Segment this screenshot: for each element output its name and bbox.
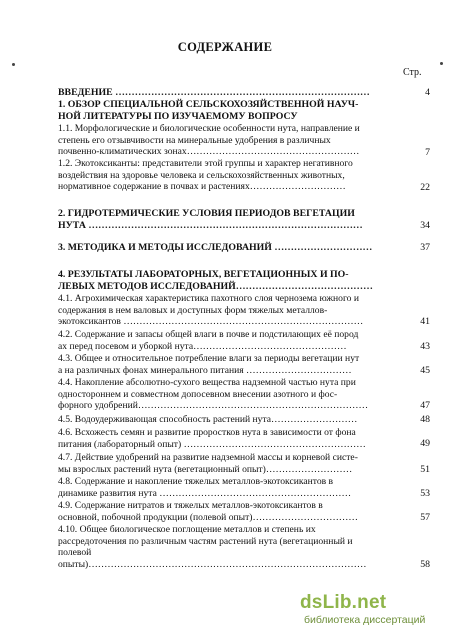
toc-page-number: 41 [420, 316, 430, 327]
toc-page-number: 57 [420, 512, 430, 523]
toc-entry-section-1: 1. ОБЗОР СПЕЦИАЛЬНОЙ СЕЛЬСКОХОЗЯЙСТВЕННОЙ НАУЧ- НОЙ ЛИТЕРАТУРЫ ПО ИЗУЧАЕМОМУ ВОПРОСУ [58, 99, 359, 122]
toc-entry-4-4: 4.4. Накопление абсолютно-сухого вещества надземной частью нута при одностороннем и совместном допосевном внесении азотного и фос- форного удобрений……………………………………………………………… [58, 377, 369, 412]
toc-entry-section-3: 3. МЕТОДИКА И МЕТОДЫ ИССЛЕДОВАНИЙ ………………………… [58, 242, 373, 253]
watermark [300, 592, 440, 626]
toc-page-number: 48 [420, 414, 430, 425]
toc-page-number: 51 [420, 464, 430, 475]
toc-page-number: 4 [425, 87, 430, 98]
watermark-logo: dsLib.net [300, 592, 387, 613]
toc-entry-4-9: 4.9. Содержание нитратов и тяжелых металлов-экотоксикантов в основной, побочной продукции (полевой опыт)…………………………… [58, 500, 358, 523]
toc-entry-4-7: 4.7. Действие удобрений на развитие надземной массы и корневой систе- мы взрослых растений нута (вегетационный опыт)……………………… [58, 452, 358, 475]
toc-page-number: 7 [425, 147, 430, 158]
toc-page-number: 43 [420, 341, 430, 352]
toc-entry-4-5: 4.5. Водоудерживающая способность растений нута……………………… [58, 414, 358, 425]
page-column-header: Стр. [403, 67, 422, 78]
toc-entry-4-8: 4.8. Содержание и накопление тяжелых металлов-экотоксикантов в динамике развития нута …………………………………………………… [58, 476, 352, 499]
toc-entry-section-4: 4. РЕЗУЛЬТАТЫ ЛАБОРАТОРНЫХ, ВЕГЕТАЦИОННЫХ И ПО- ЛЕВЫХ МЕТОДОВ ИССЛЕДОВАНИЙ…………………………………… [58, 269, 373, 292]
toc-entry-introduction: ВВЕДЕНИЕ …………………………………………………………………… [58, 87, 370, 98]
toc-entry-4-10: 4.10. Общее биологическое поглощение металлов и степень их расcредоточения по различным частям растений нута (вегетационный и полевой опыты)…………………………………………………………………………… [58, 524, 367, 571]
toc-page-number: 47 [420, 400, 430, 411]
toc-entry-1-2: 1.2. Экотоксиканты: представители этой группы и характер негативного воздействия на здоровье человека и сельскохозяйственных животных, нормативное содержание в почвах и растениях………………………… [58, 158, 353, 193]
toc-entry-section-2: 2. ГИДРОТЕРМИЧЕСКИЕ УСЛОВИЯ ПЕРИОДОВ ВЕГЕТАЦИИ НУТА ………………………………………………………………………… [58, 208, 363, 231]
toc-page-number: 49 [420, 438, 430, 449]
watermark-subtitle: библиотека диссертаций [304, 614, 426, 626]
toc-entry-4-1: 4.1. Агрохимическая характеристика пахотного слоя чернозема южного и содержания в нем валовых и доступных форм тяжелых металлов- экотоксикантов ………………………………………………………………… [58, 293, 364, 328]
scan-speck [12, 63, 15, 66]
toc-entry-4-6: 4.6. Всхожесть семян и развитие проростков нута в зависимости от фона питания (лабораторный опыт) ………………………………………………… [58, 427, 366, 450]
toc-page-number: 37 [420, 242, 430, 253]
toc-page-number: 22 [420, 182, 430, 193]
toc-entry-4-2: 4.2. Содержание и запасы общей влаги в почве и подстилающих её пород ах перед посевом и уборкой нута………………………………………… [58, 329, 359, 352]
scan-speck [440, 62, 443, 65]
toc-page-number: 53 [420, 488, 430, 499]
toc-page-number: 45 [420, 365, 430, 376]
toc-page-number: 58 [420, 559, 430, 570]
toc-entry-4-3: 4.3. Общее и относительное потребление влаги за периоды вегетации нут а на различных фонах минерального питания …………………………… [58, 353, 360, 376]
toc-page-number: 34 [420, 220, 430, 231]
toc-entry-1-1: 1.1. Морфологические и биологические особенности нута, направление и степень его отзывчивости на минеральные удобрения в различных почвенно-климатических зонах……………………………………………… [58, 123, 360, 158]
page-title: СОДЕРЖАНИЕ [177, 40, 273, 54]
